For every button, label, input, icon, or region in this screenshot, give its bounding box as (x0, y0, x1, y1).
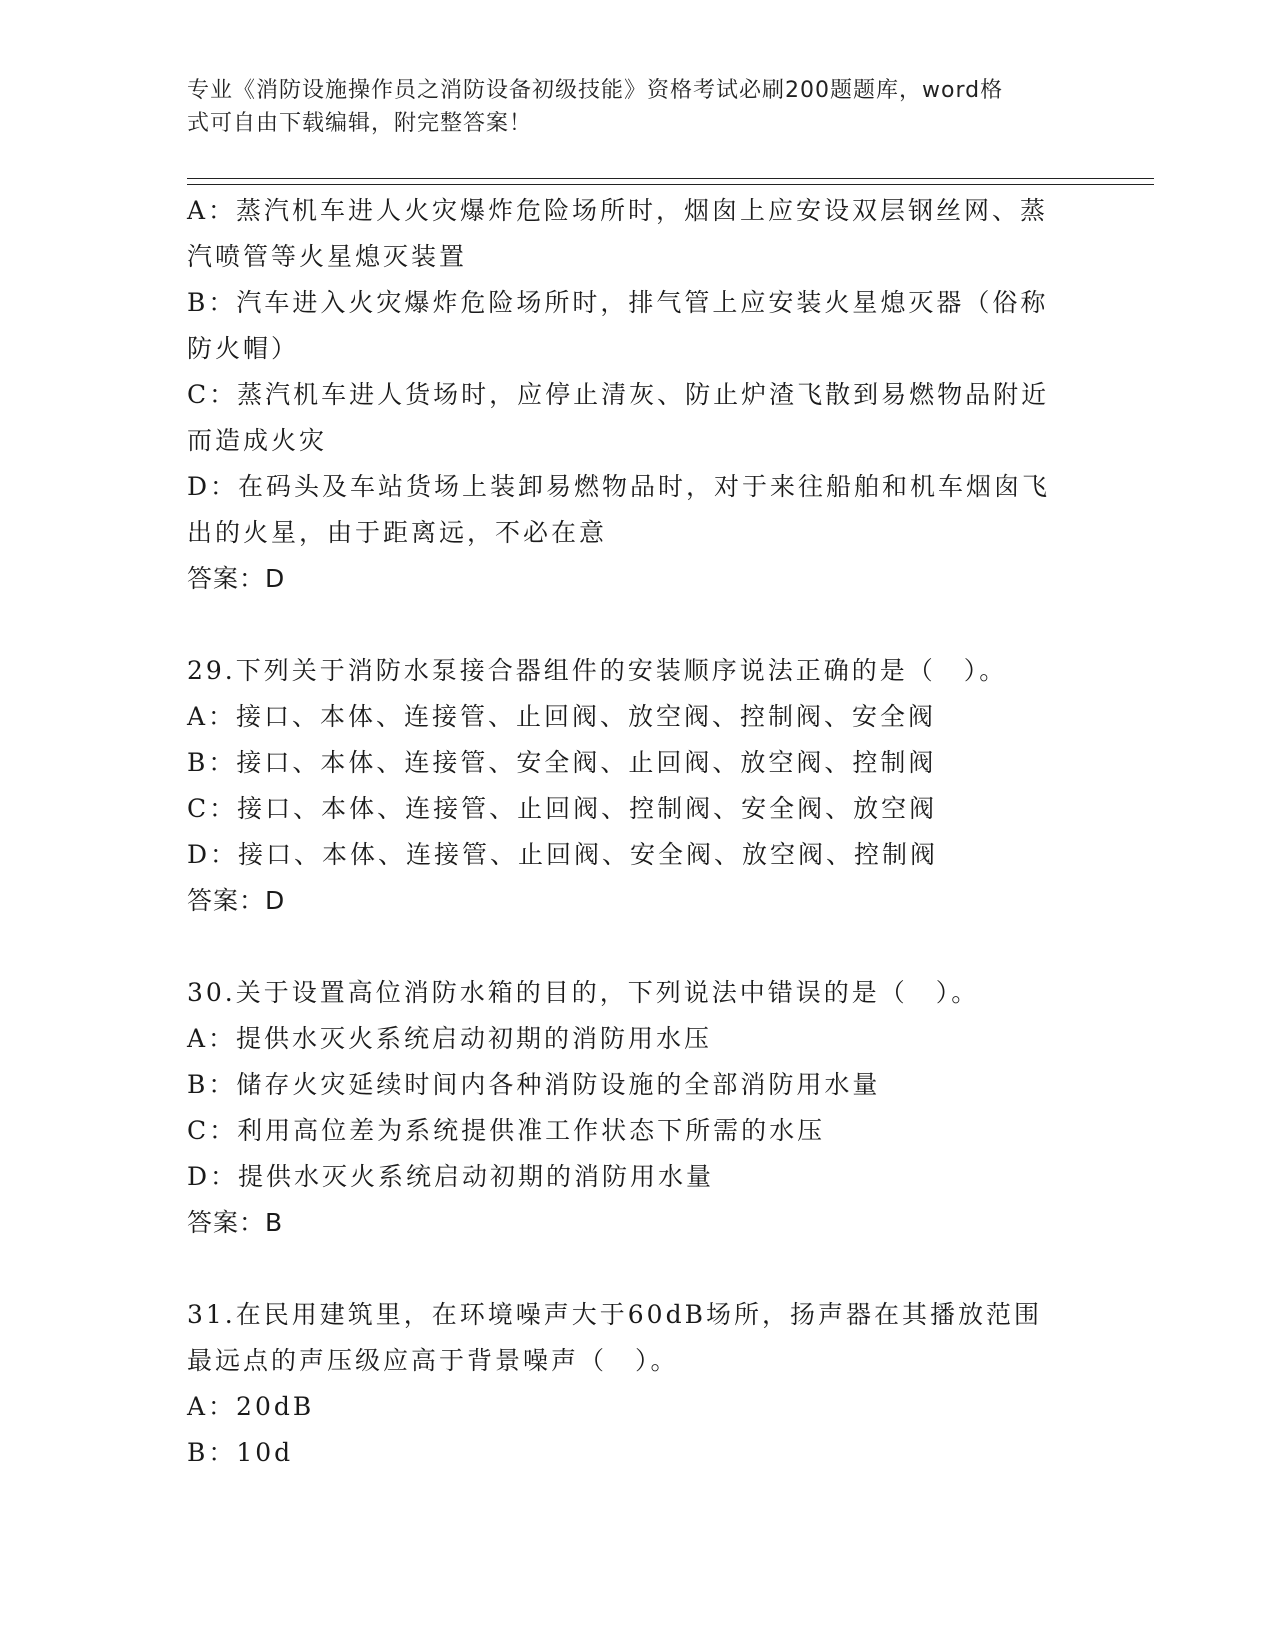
option-c: C：接口、本体、连接管、止回阀、控制阀、安全阀、放空阀 (187, 794, 938, 823)
question-30 (187, 970, 1067, 1246)
option-b-line-1: B：汽车进入火灾爆炸危险场所时，排气管上应安装火星熄灭器（俗称 (187, 288, 1049, 317)
spacer (187, 924, 1067, 970)
option-d-line-2: 出的火星，由于距离远，不必在意 (187, 518, 608, 547)
question-list (187, 188, 1067, 1476)
question-28 (187, 188, 1067, 602)
option-b: B：10d (187, 1438, 294, 1467)
option-b: B：接口、本体、连接管、安全阀、止回阀、放空阀、控制阀 (187, 748, 937, 777)
question-text-line-1: 31.在民用建筑里，在环境噪声大于60dB场所，扬声器在其播放范围 (187, 1300, 1042, 1329)
option-c-line-2: 而造成火灾 (187, 426, 328, 455)
option-a-line-1: A：蒸汽机车进人火灾爆炸危险场所时，烟囱上应安设双层钢丝网、蒸 (187, 196, 1049, 225)
question-31 (187, 1292, 1067, 1476)
option-d: D：提供水灭火系统启动初期的消防用水量 (187, 1162, 715, 1191)
question-text: 30.关于设置高位消防水箱的目的，下列说法中错误的是（ ）。 (187, 978, 980, 1007)
spacer (187, 602, 1067, 648)
option-a-line-2: 汽喷管等火星熄灭装置 (187, 242, 468, 271)
option-d: D：接口、本体、连接管、止回阀、安全阀、放空阀、控制阀 (187, 840, 939, 869)
option-a: A：接口、本体、连接管、止回阀、放空阀、控制阀、安全阀 (187, 702, 937, 731)
option-a: A：提供水灭火系统启动初期的消防用水压 (187, 1024, 713, 1053)
answer: 答案：D (187, 886, 286, 915)
option-c-line-1: C：蒸汽机车进人货场时，应停止清灰、防止炉渣飞散到易燃物品附近 (187, 380, 1050, 409)
question-text: 29.下列关于消防水泵接合器组件的安装顺序说法正确的是（ ）。 (187, 656, 1008, 685)
document-header (187, 74, 1067, 140)
option-b: B：储存火灾延续时间内各种消防设施的全部消防用水量 (187, 1070, 881, 1099)
answer: 答案：B (187, 1208, 284, 1237)
header-line-1: 专业《消防设施操作员之消防设备初级技能》资格考试必刷200题题库，word格 (187, 78, 1004, 103)
header-divider-bottom (187, 184, 1154, 185)
option-c: C：利用高位差为系统提供准工作状态下所需的水压 (187, 1116, 826, 1145)
option-b-line-2: 防火帽） (187, 334, 300, 363)
answer: 答案：D (187, 564, 286, 593)
option-d-line-1: D：在码头及车站货场上装卸易燃物品时，对于来往船舶和机车烟囱飞 (187, 472, 1051, 501)
question-text-line-2: 最远点的声压级应高于背景噪声（ ）。 (187, 1346, 679, 1375)
question-29 (187, 648, 1067, 924)
header-line-2: 式可自由下载编辑，附完整答案！ (187, 111, 533, 136)
header-divider-top (187, 178, 1154, 179)
spacer (187, 1246, 1067, 1292)
option-a: A：20dB (187, 1392, 315, 1421)
